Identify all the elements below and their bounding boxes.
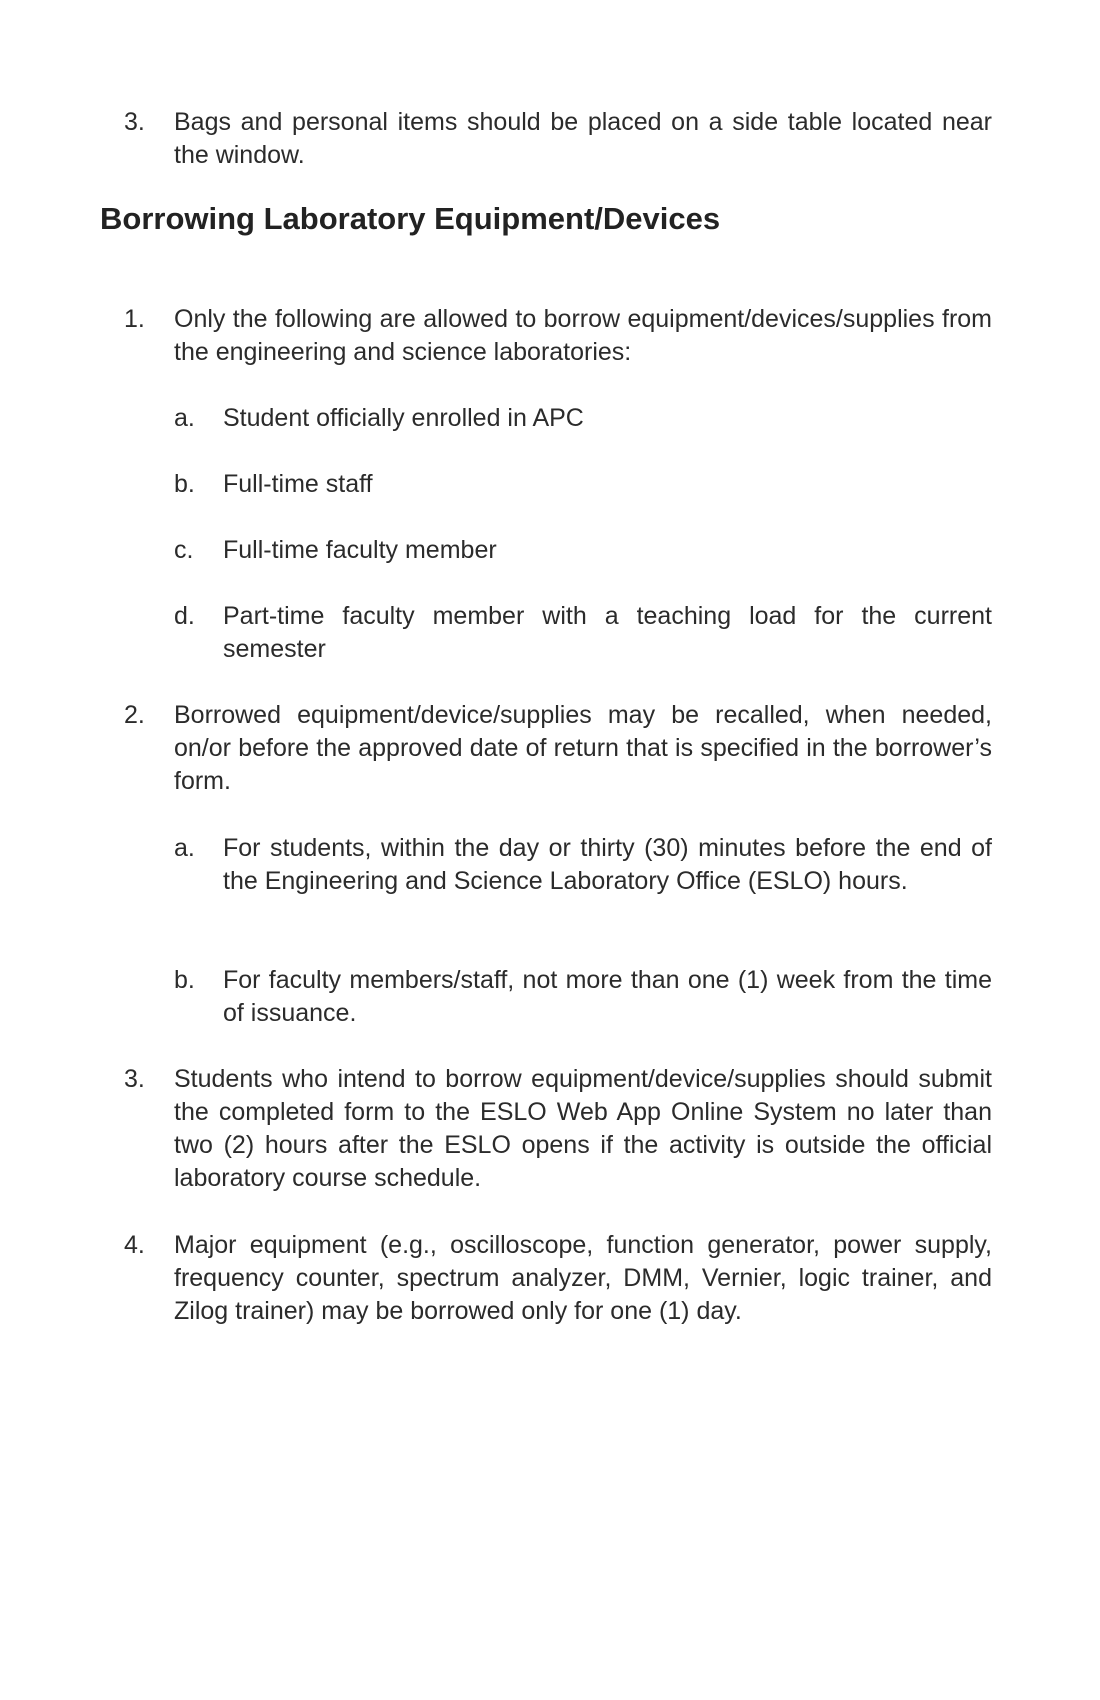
list-item-number: 3.: [124, 108, 145, 136]
sub-item-text: For faculty members/staff, not more than one (1) week from the time of issuance.: [223, 966, 992, 1027]
list-item-text: Borrowed equipment/device/supplies may be recalled, when needed, on/or before the approved date of return that is specified in the borrower’s form.: [174, 701, 992, 795]
list-item-number: 3.: [124, 1065, 145, 1093]
sub-item-letter: c.: [174, 536, 194, 564]
sub-item-letter: b.: [174, 470, 195, 498]
list-item-text: Bags and personal items should be placed on a side table located near the window.: [174, 108, 992, 169]
sub-item-text: For students, within the day or thirty (30) minutes before the end of the Engineering and Science Laboratory Office (ESLO) hours.: [223, 834, 992, 895]
section-heading: Borrowing Laboratory Equipment/Devices: [100, 201, 721, 236]
sub-item-text: Full-time faculty member: [223, 536, 497, 564]
sub-item-letter: d.: [174, 602, 195, 630]
sub-item-text: Student officially enrolled in APC: [223, 404, 584, 432]
list-item-number: 1.: [124, 305, 145, 333]
list-item-text: Students who intend to borrow equipment/device/supplies should submit the completed form to the ESLO Web App Online System no later than two (2) hours after the ESLO opens if the activity is outside the official laboratory course schedule.: [174, 1065, 992, 1192]
list-item-number: 4.: [124, 1231, 145, 1259]
sub-item-letter: a.: [174, 834, 195, 862]
list-item-number: 2.: [124, 701, 145, 729]
list-item-text: Major equipment (e.g., oscilloscope, function generator, power supply, frequency counter, spectrum analyzer, DMM, Vernier, logic trainer, and Zilog trainer) may be borrowed only for one (1) day.: [174, 1231, 992, 1325]
list-item-text: Only the following are allowed to borrow equipment/devices/supplies from the engineering and science laboratories:: [174, 305, 992, 366]
sub-item-letter: b.: [174, 966, 195, 994]
sub-item-text: Full-time staff: [223, 470, 373, 498]
sub-item-text: Part-time faculty member with a teaching load for the current semester: [223, 602, 992, 663]
sub-item-letter: a.: [174, 404, 195, 432]
